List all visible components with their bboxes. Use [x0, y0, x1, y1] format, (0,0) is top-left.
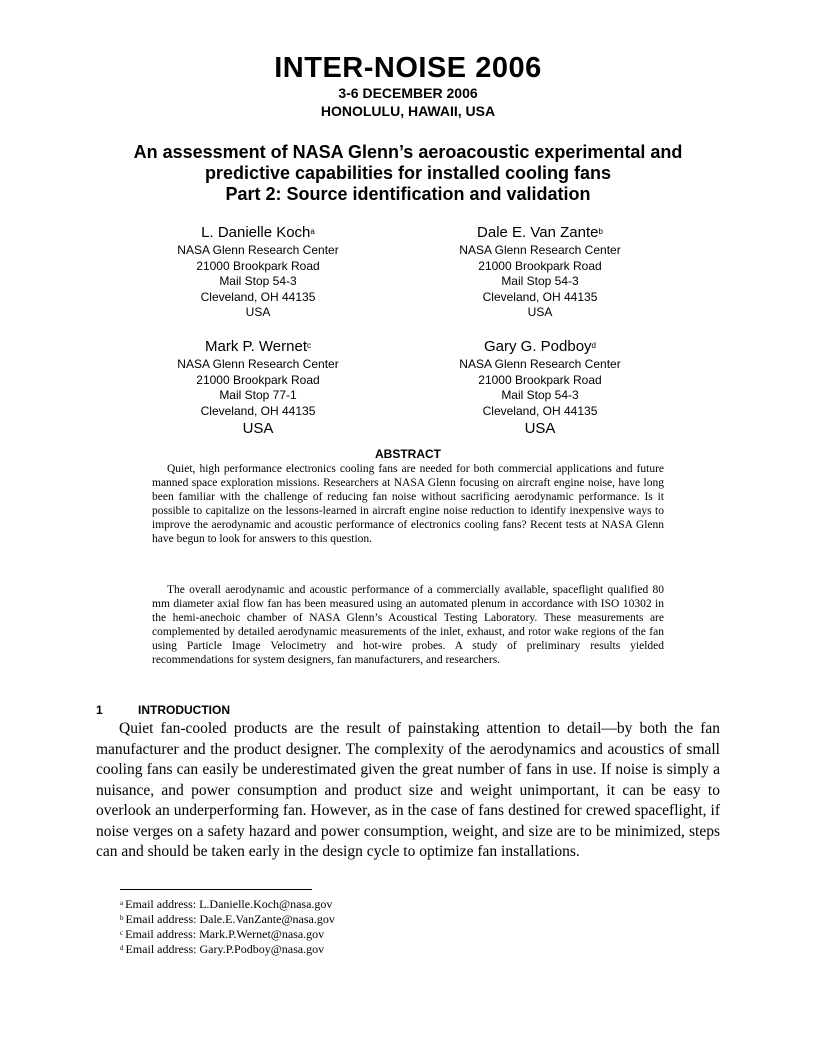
footnote-item: $^a$ Email address: L.Danielle.Koch@nasa.gov: [120, 897, 333, 911]
author-org: NASA Glenn Research Center: [177, 357, 339, 371]
conference-location: HONOLULU, HAWAII, USA: [320, 103, 496, 119]
author-name: Gary G. Podboy$^d$: [483, 338, 596, 355]
author-block-3: [138, 337, 378, 438]
author-street: 21000 Brookpark Road: [196, 372, 320, 387]
paper-title-line: Part 2: Source identification and validation: [225, 184, 591, 204]
author-footnote-mark: a: [310, 227, 315, 236]
author-org: NASA Glenn Research Center: [459, 357, 621, 371]
author-block-2: [420, 223, 660, 321]
footnotes: [120, 897, 335, 957]
author-footnote-mark: b: [598, 227, 603, 236]
author-street: 21000 Brookpark Road: [196, 258, 320, 273]
author-mailstop: Mail Stop 54-3: [219, 274, 297, 288]
author-mailstop: Mail Stop 54-3: [501, 388, 579, 402]
author-block-1: [138, 223, 378, 321]
author-footnote-mark: c: [306, 341, 311, 350]
author-city: Cleveland, OH 44135: [200, 403, 316, 418]
author-mailstop: Mail Stop 54-3: [501, 274, 579, 288]
author-country: USA: [242, 420, 274, 437]
section-number: 1: [96, 703, 103, 717]
author-name: Mark P. Wernet$^c$: [205, 338, 311, 355]
section-heading: [96, 703, 230, 717]
author-country: USA: [527, 305, 553, 319]
conference-date: 3-6 DECEMBER 2006: [338, 85, 478, 101]
author-street: 21000 Brookpark Road: [478, 372, 602, 387]
footnote-divider: [120, 889, 312, 890]
author-name: Dale E. Van Zante$^b$: [477, 224, 603, 241]
author-org: NASA Glenn Research Center: [459, 243, 621, 257]
abstract-heading: ABSTRACT: [375, 447, 441, 461]
footnote-item: $^d$ Email address: Gary.P.Podboy@nasa.gov: [120, 942, 325, 956]
conference-title: INTER-NOISE 2006: [274, 52, 542, 84]
section-title: INTRODUCTION: [138, 703, 230, 717]
author-block-4: [420, 337, 660, 438]
author-city: Cleveland, OH 44135: [200, 289, 316, 304]
author-street: 21000 Brookpark Road: [478, 258, 602, 273]
author-country: USA: [524, 420, 556, 437]
author-city: Cleveland, OH 44135: [482, 403, 598, 418]
footnote-mark: a: [120, 899, 124, 907]
abstract-paragraph: The overall aerodynamic and acoustic performance of a commercially available, spaceflight qualified 80 mm diameter axial flow fan has been measured using an automated plenum in accordance with ISO 10302 in the hemi-anechoic chamber of NASA Glenn’s Acoustical Testing Laboratory. These measurements are complemented by detailed aerodynamic measurements of the inlet, exhaust, and rotor wake regions of the fan using Particle Image Velocimetry and hot-wire probes. A study of preliminary results yielded recommendations for system designers, fan manufacturers, and researchers.: [152, 584, 664, 667]
paper-title-line: An assessment of NASA Glenn’s aeroacoustic experimental and: [133, 142, 683, 162]
paper-title: [0, 142, 816, 205]
footnote-item: $^b$ Email address: Dale.E.VanZante@nasa.gov: [120, 912, 335, 926]
abstract-paragraph: Quiet, high performance electronics cooling fans are needed for both commercial applications and future manned space exploration missions. Researchers at NASA Glenn focusing on aircraft engine noise, have long been familiar with the challenge of reducing fan noise without sacrificing aerodynamic performance. Is it possible to capitalize on the lessons-learned in aircraft engine noise reduction to identify inexpensive ways to improve the aerodynamic and acoustic performance of electronics cooling fans? Recent tests at NASA Glenn have begun to look for answers to this question.: [152, 463, 664, 546]
footnote-mark: c: [120, 929, 124, 937]
author-mailstop: Mail Stop 77-1: [219, 388, 297, 402]
author-country: USA: [245, 305, 271, 319]
author-city: Cleveland, OH 44135: [482, 289, 598, 304]
introduction-paragraph: Quiet fan-cooled products are the result of painstaking attention to detail—by both the fan manufacturer and the product designer. The complexity of the aerodynamics and acoustics of small cooling fans can easily be underestimated given the great number of fans in use. If noise is simply a nuisance, and power consumption and product size and weight unimportant, it can be easy to overlook an underperforming fan. However, as in the case of fans destined for crewed spaceflight, if noise verges on a safety hazard and power consumption, weight, and size are to be minimized, steps can and should be taken early in the design cycle to optimize fan installations.: [96, 720, 720, 860]
author-org: NASA Glenn Research Center: [177, 243, 339, 257]
author-footnote-mark: d: [591, 341, 596, 350]
footnote-mark: d: [120, 944, 124, 952]
footnote-item: $^c$ Email address: Mark.P.Wernet@nasa.gov: [120, 927, 325, 941]
footnote-mark: b: [120, 914, 124, 922]
paper-title-line: predictive capabilities for installed cooling fans: [204, 163, 612, 183]
author-name: L. Danielle Koch$^a$: [201, 224, 315, 241]
